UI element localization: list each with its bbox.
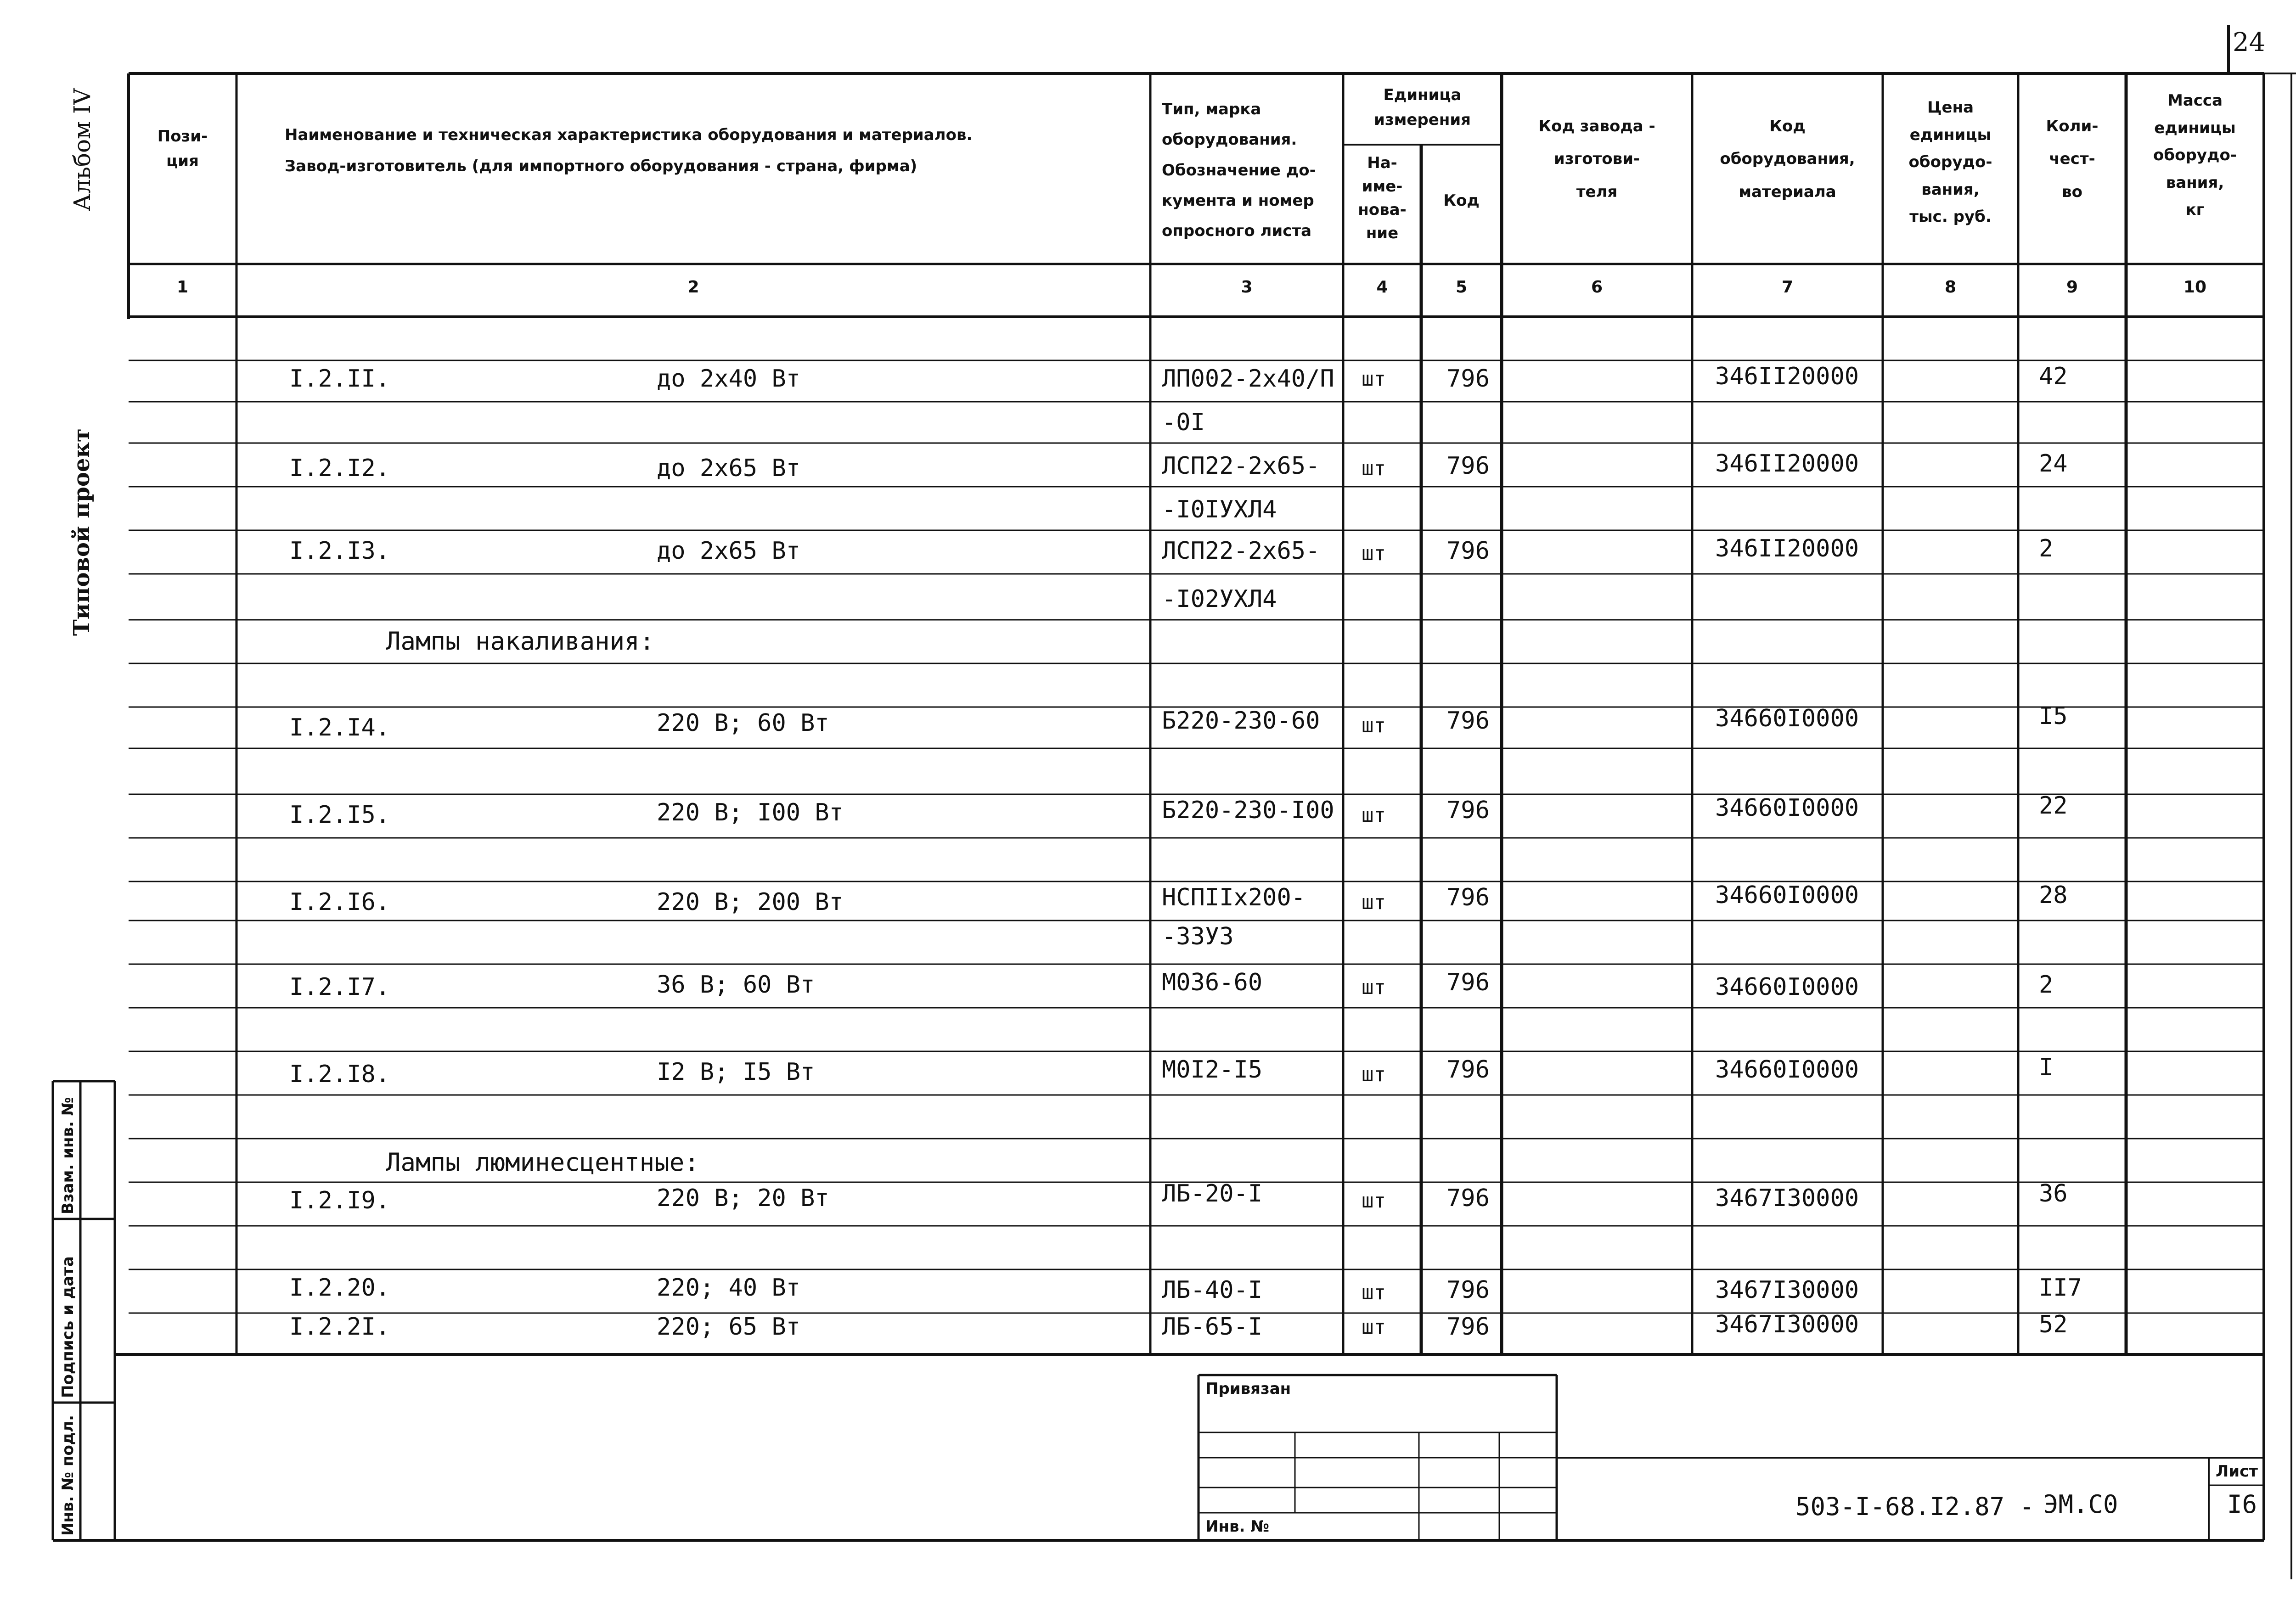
row-description: до 2х65 Вт: [657, 537, 801, 565]
row-unit: шт: [1362, 542, 1386, 565]
header-name: Наименование и техническая характеристика оборудования и материалов. Завод-изготовитель (для импортного оборудования - страна, фирма): [285, 126, 973, 175]
row-description: до 2х40 Вт: [657, 365, 801, 393]
row-material-code: 3467I30000: [1715, 1276, 1859, 1304]
row-unit: шт: [1362, 714, 1386, 737]
list-number: I6: [2227, 1490, 2257, 1519]
section-heading: Лампы накаливания:: [386, 627, 655, 656]
row-material-code: 34660I0000: [1715, 705, 1859, 732]
header-position: Пози- ция: [157, 127, 208, 171]
row-position: I.2.I9.: [289, 1187, 390, 1214]
vzam-inv-label: Взам. инв. №: [59, 1097, 77, 1214]
header-price: Цена единицы оборудо- вания, тыс. руб.: [1908, 98, 1992, 226]
column-number: 1: [176, 278, 189, 297]
document-code: 503-I-68.I2.87 -: [1795, 1492, 2035, 1521]
column-number: 4: [1376, 278, 1388, 297]
row-position: I.2.2I.: [289, 1313, 390, 1341]
row-unit: шт: [1362, 367, 1386, 391]
row-quantity: 2: [2039, 535, 2054, 562]
row-material-code: 346II20000: [1715, 363, 1859, 390]
header-factory-code: Код завода - изготови- теля: [1538, 117, 1655, 201]
row-material-code: 34660I0000: [1715, 973, 1859, 1001]
row-material-code: 3467I30000: [1715, 1185, 1859, 1212]
row-unit: шт: [1362, 976, 1386, 999]
row-position: I.2.I8.: [289, 1061, 390, 1088]
row-quantity: 28: [2039, 881, 2068, 909]
row-quantity: 24: [2039, 450, 2068, 477]
header-type: Тип, марка оборудования. Обозначение до- кумента и номер опросного листа: [1162, 100, 1316, 241]
row-type: Б220-230-I00: [1162, 797, 1334, 824]
row-position: I.2.20.: [289, 1274, 390, 1302]
row-description: 220 В; I00 Вт: [657, 799, 844, 826]
header-unit-name: На- име- нова- ние: [1358, 154, 1407, 242]
row-description: 220 В; 200 Вт: [657, 888, 844, 916]
row-unit-code: 796: [1446, 707, 1490, 735]
row-unit-code: 796: [1446, 1313, 1490, 1341]
column-number: 10: [2183, 278, 2207, 297]
inv-no-label: Инв. №: [1205, 1517, 1270, 1536]
section-heading: Лампы люминесцентные:: [386, 1148, 699, 1177]
header-unit-code: Код: [1443, 191, 1480, 210]
row-unit-code: 796: [1446, 969, 1490, 996]
row-unit-code: 796: [1446, 365, 1490, 393]
row-unit-code: 796: [1446, 1185, 1490, 1212]
row-quantity: 36: [2039, 1180, 2068, 1207]
row-position: I.2.I6.: [289, 888, 390, 916]
row-unit: шт: [1362, 891, 1386, 914]
page-number: 24: [2233, 28, 2266, 57]
row-unit: шт: [1362, 457, 1386, 480]
column-number: 5: [1455, 278, 1468, 297]
row-quantity: I5: [2039, 702, 2068, 730]
row-type: ЛП002-2х40/П: [1162, 365, 1334, 393]
row-unit-code: 796: [1446, 1276, 1490, 1304]
row-type: ЛСП22-2х65-: [1162, 452, 1320, 480]
row-type: ЛБ-20-I: [1162, 1180, 1263, 1207]
row-type: М0I2-I5: [1162, 1056, 1263, 1084]
row-type: М036-60: [1162, 969, 1263, 996]
column-number: 3: [1241, 278, 1253, 297]
document-suffix: ЭМ.С0: [2043, 1490, 2118, 1519]
row-description: 220 В; 20 Вт: [657, 1185, 829, 1212]
row-description: 36 В; 60 Вт: [657, 971, 815, 999]
row-unit-code: 796: [1446, 537, 1490, 565]
podpis-data-label: Подпись и дата: [59, 1256, 77, 1398]
header-mass: Масса единицы оборудо- вания, кг: [2153, 91, 2237, 219]
row-quantity: 22: [2039, 792, 2068, 820]
row-unit-code: 796: [1446, 452, 1490, 480]
header-quantity: Коли- чест- во: [2046, 117, 2099, 201]
row-type: ЛБ-65-I: [1162, 1313, 1263, 1341]
row-unit: шт: [1362, 1315, 1386, 1339]
row-quantity: 42: [2039, 363, 2068, 390]
column-number: 9: [2066, 278, 2078, 297]
row-description: 220; 40 Вт: [657, 1274, 801, 1302]
row-description: I2 В; I5 Вт: [657, 1058, 815, 1086]
row-unit: шт: [1362, 803, 1386, 827]
column-number: 6: [1591, 278, 1603, 297]
row-quantity: II7: [2039, 1274, 2082, 1302]
column-number: 8: [1944, 278, 1957, 297]
row-type: Б220-230-60: [1162, 707, 1320, 735]
row-description: 220 В; 60 Вт: [657, 709, 829, 737]
row-type-continuation: -I02УХЛ4: [1162, 585, 1277, 613]
inv-podl-label: Инв. № подл.: [59, 1415, 77, 1536]
header-unit-group: Единица измерения: [1374, 86, 1471, 129]
row-type: ЛБ-40-I: [1162, 1276, 1263, 1304]
row-position: I.2.I4.: [289, 714, 390, 741]
row-type: ЛСП22-2х65-: [1162, 537, 1320, 565]
list-label: Лист: [2216, 1462, 2258, 1481]
row-unit: шт: [1362, 1063, 1386, 1086]
row-position: I.2.I2.: [289, 455, 390, 482]
row-position: I.2.I7.: [289, 973, 390, 1001]
row-position: I.2.I5.: [289, 801, 390, 829]
row-material-code: 34660I0000: [1715, 881, 1859, 909]
row-position: I.2.II.: [289, 365, 390, 393]
row-type-continuation: -I0IУХЛ4: [1162, 496, 1277, 523]
row-unit-code: 796: [1446, 797, 1490, 824]
row-material-code: 34660I0000: [1715, 794, 1859, 822]
row-type-continuation: -0I: [1162, 409, 1205, 436]
row-unit-code: 796: [1446, 884, 1490, 911]
row-material-code: 34660I0000: [1715, 1056, 1859, 1084]
row-type-continuation: -33У3: [1162, 923, 1234, 950]
privyazan-label: Привязан: [1205, 1380, 1291, 1398]
row-unit: шт: [1362, 1189, 1386, 1213]
project-label: Типовой проект: [69, 428, 95, 636]
row-quantity: 52: [2039, 1311, 2068, 1338]
row-material-code: 346II20000: [1715, 450, 1859, 477]
row-description: 220; 65 Вт: [657, 1313, 801, 1341]
column-number: 2: [687, 278, 699, 297]
row-unit-code: 796: [1446, 1056, 1490, 1084]
row-description: до 2х65 Вт: [657, 455, 801, 482]
column-number: 7: [1781, 278, 1794, 297]
header-material-code: Код оборудования, материала: [1720, 117, 1855, 201]
row-material-code: 346II20000: [1715, 535, 1859, 562]
row-material-code: 3467I30000: [1715, 1311, 1859, 1338]
row-unit: шт: [1362, 1281, 1386, 1304]
album-label: Альбом IV: [69, 88, 96, 211]
row-quantity: 2: [2039, 971, 2054, 999]
row-quantity: I: [2039, 1054, 2054, 1081]
row-position: I.2.I3.: [289, 537, 390, 565]
row-type: НСПIIх200-: [1162, 884, 1306, 911]
